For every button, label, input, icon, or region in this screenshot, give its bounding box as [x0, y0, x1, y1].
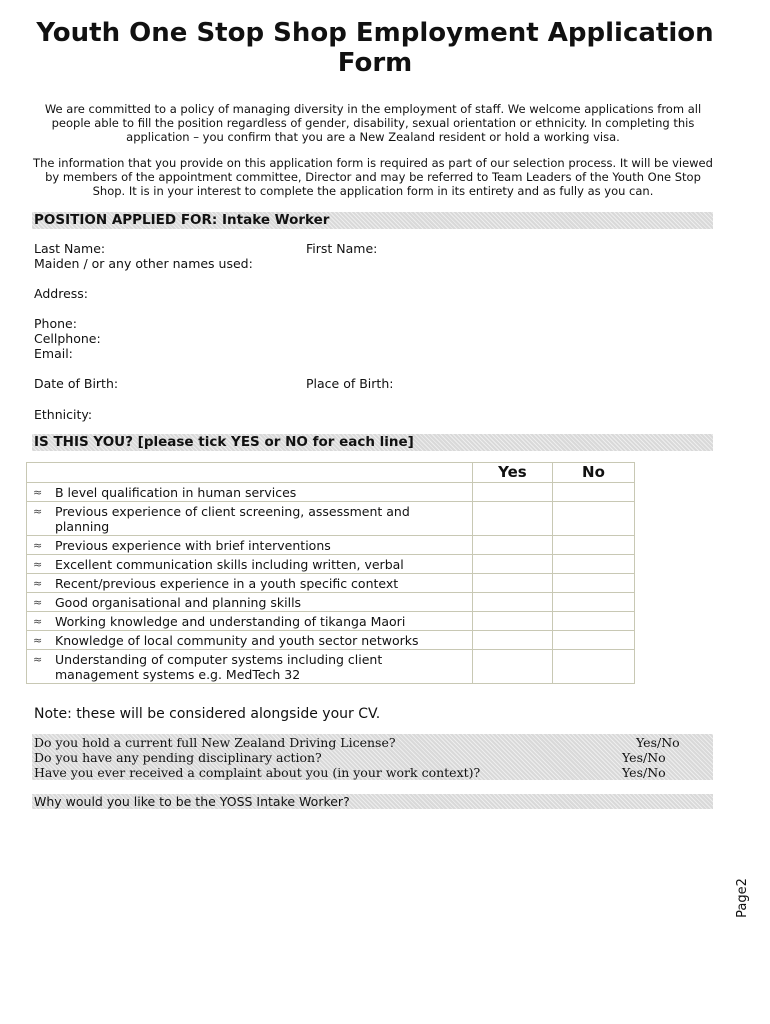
skills-header-blank [27, 463, 473, 483]
no-tick-cell[interactable] [552, 612, 634, 631]
skill-row [27, 650, 635, 684]
yes-no-answer[interactable]: Yes/No [622, 750, 666, 765]
no-tick-cell[interactable] [552, 593, 634, 612]
ethnicity-label: Ethnicity: [34, 407, 93, 422]
skill-item [27, 555, 473, 574]
question-line [34, 765, 710, 780]
question-text: Do you hold a current full New Zealand Driving License? [34, 735, 396, 750]
no-tick-cell[interactable] [552, 574, 634, 593]
bullet-icon: ≈ [33, 634, 43, 647]
skill-item [27, 612, 473, 631]
skill-text: Excellent communication skills including written, verbal [55, 557, 404, 572]
question-text: Do you have any pending disciplinary action? [34, 750, 322, 765]
page-number: Page2 [735, 878, 750, 918]
position-heading: POSITION APPLIED FOR: Intake Worker [34, 212, 330, 228]
skill-item [27, 650, 473, 684]
skill-row [27, 555, 635, 574]
yes-tick-cell[interactable] [472, 536, 552, 555]
bullet-icon: ≈ [33, 596, 43, 609]
cv-note: Note: these will be considered alongside your CV. [34, 706, 381, 722]
skill-text: Understanding of computer systems including client management systems e.g. MedTech 32 [55, 652, 383, 682]
skill-text: Knowledge of local community and youth sector networks [55, 633, 419, 648]
skill-item [27, 631, 473, 650]
skill-item [27, 483, 473, 502]
no-tick-cell[interactable] [552, 631, 634, 650]
place-of-birth-label: Place of Birth: [306, 376, 394, 391]
skill-item [27, 536, 473, 555]
skill-row [27, 574, 635, 593]
intro-paragraph-1 [30, 102, 716, 144]
first-name-label: First Name: [306, 241, 378, 256]
bullet-icon: ≈ [33, 615, 43, 628]
no-tick-cell[interactable] [552, 650, 634, 684]
skill-text: Previous experience of client screening, assessment and planning [55, 504, 410, 534]
last-name-label: Last Name: [34, 241, 106, 256]
yes-tick-cell[interactable] [472, 612, 552, 631]
skill-item [27, 574, 473, 593]
yes-tick-cell[interactable] [472, 483, 552, 502]
dob-label: Date of Birth: [34, 376, 119, 391]
intro-paragraph-2 [30, 156, 716, 198]
address-label: Address: [34, 286, 88, 301]
skills-header-row [27, 463, 635, 483]
skill-row [27, 483, 635, 502]
no-tick-cell[interactable] [552, 555, 634, 574]
skill-row [27, 536, 635, 555]
no-tick-cell[interactable] [552, 483, 634, 502]
bullet-icon: ≈ [33, 505, 43, 518]
bullet-icon: ≈ [33, 577, 43, 590]
bullet-icon: ≈ [33, 539, 43, 552]
skill-text: Previous experience with brief interventions [55, 538, 331, 553]
skill-item [27, 502, 473, 536]
questions-block [34, 735, 710, 780]
why-question: Why would you like to be the YOSS Intake Worker? [34, 794, 350, 809]
yes-tick-cell[interactable] [472, 650, 552, 684]
cellphone-label: Cellphone: [34, 331, 101, 346]
skill-text: Working knowledge and understanding of tikanga Maori [55, 614, 406, 629]
skills-body [27, 483, 635, 684]
skill-item [27, 593, 473, 612]
maiden-name-label: Maiden / or any other names used: [34, 256, 253, 271]
yes-tick-cell[interactable] [472, 574, 552, 593]
skill-row [27, 612, 635, 631]
yes-tick-cell[interactable] [472, 555, 552, 574]
skill-row [27, 631, 635, 650]
no-tick-cell[interactable] [552, 536, 634, 555]
yes-tick-cell[interactable] [472, 593, 552, 612]
question-text: Have you ever received a complaint about you (in your work context)? [34, 765, 481, 780]
skill-row [27, 502, 635, 536]
intro-text-2: The information that you provide on this application form is required as part of our selection process. It will be viewed by members of the appointment committee, Director and may be referred to Team Leaders of the Youth One Stop Shop. It is in your interest to complete the application form in its entirety and as fully as you can. [33, 156, 713, 198]
intro-text-1: We are committed to a policy of managing diversity in the employment of staff. We welcome applications from all people able to fill the position regardless of gender, disability, sexual orientation or ethnicity. In completing this application – you confirm that you are a New Zealand resident or hold a working visa. [44, 102, 702, 144]
bullet-icon: ≈ [33, 558, 43, 571]
yes-tick-cell[interactable] [472, 631, 552, 650]
question-line [34, 735, 710, 750]
yes-no-answer[interactable]: Yes/No [622, 765, 666, 780]
yes-no-answer[interactable]: Yes/No [636, 735, 680, 750]
page-title: Youth One Stop Shop Employment Application Form [36, 18, 714, 78]
bullet-icon: ≈ [33, 653, 43, 666]
skills-table [26, 462, 635, 684]
yes-tick-cell[interactable] [472, 502, 552, 536]
email-label: Email: [34, 346, 73, 361]
no-column-header: No [552, 463, 634, 483]
yes-column-header: Yes [472, 463, 552, 483]
no-tick-cell[interactable] [552, 502, 634, 536]
skill-text: Good organisational and planning skills [55, 595, 302, 610]
bullet-icon: ≈ [33, 486, 43, 499]
skill-text: B level qualification in human services [55, 485, 297, 500]
skill-text: Recent/previous experience in a youth specific context [55, 576, 399, 591]
skill-row [27, 593, 635, 612]
checklist-heading: IS THIS YOU? [please tick YES or NO for each line] [34, 434, 414, 450]
question-line [34, 750, 710, 765]
phone-label: Phone: [34, 316, 77, 331]
